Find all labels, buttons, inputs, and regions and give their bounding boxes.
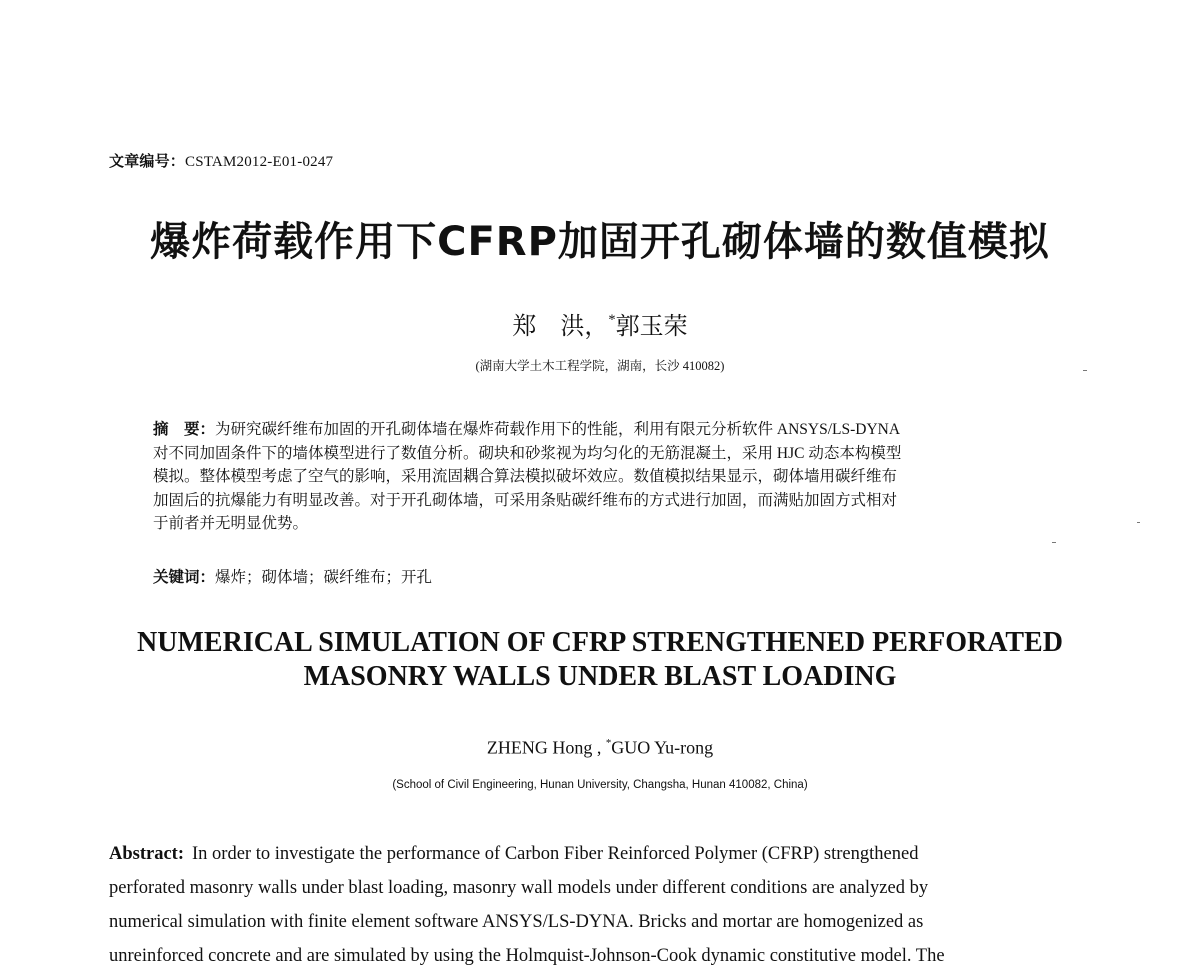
chinese-title: 爆炸荷载作用下CFRP加固开孔砌体墙的数值模拟 (150, 219, 1050, 265)
chinese-affiliation: (湖南大学土木工程学院，湖南，长沙 410082) (475, 359, 725, 373)
chinese-abstract-line: 对不同加固条件下的墙体模型进行了数值分析。砌块和砂浆视为均匀化的无筋混凝土，采用 HJC 动态本构模型 (153, 444, 902, 462)
english-abstract-line: perforated masonry walls under blast loading, masonry wall models under different conditions are analyzed by (109, 878, 929, 898)
english-abstract-text: In order to investigate the performance of Carbon Fiber Reinforced Polymer (CFRP) strengthened (192, 844, 919, 864)
english-title (0, 626, 1200, 694)
scan-mark (1083, 370, 1087, 371)
chinese-abstract-line: 加固后的抗爆能力有明显改善。对于开孔砌体墙，可采用条贴碳纤维布的方式进行加固，而满贴加固方式相对 (153, 491, 898, 509)
article-number-label: 文章编号： (109, 154, 186, 170)
english-abstract (109, 837, 1095, 973)
chinese-author-second: 郭玉荣 (615, 314, 688, 340)
chinese-authors (0, 306, 1200, 341)
chinese-keywords-list: 爆炸；砌体墙；碳纤维布；开孔 (215, 569, 433, 586)
chinese-abstract-line (153, 418, 1053, 442)
english-author-first: ZHENG Hong , (486, 737, 602, 758)
chinese-abstract-line: 模拟。整体模型考虑了空气的影响，采用流固耦合算法模拟破坏效应。数值模拟结果显示，砌体墙用碳纤维布 (153, 468, 898, 485)
english-title-line: NUMERICAL SIMULATION OF CFRP STRENGTHENED PERFORATED (137, 627, 1063, 658)
english-author-second: GUO Yu-rong (611, 737, 714, 758)
english-abstract-label: Abstract: (109, 844, 185, 864)
chinese-abstract-line: 于前者并无明显优势。 (153, 515, 309, 532)
chinese-corresponding-mark: * (608, 311, 616, 328)
english-abstract-line: numerical simulation with finite element software ANSYS/LS-DYNA. Bricks and mortar are homogenized as (109, 912, 924, 932)
english-abstract-line (109, 837, 1095, 871)
scan-mark (1052, 542, 1056, 543)
chinese-keywords-label: 关键词： (153, 569, 216, 586)
chinese-abstract-text: 为研究碳纤维布加固的开孔砌体墙在爆炸荷载作用下的性能，利用有限元分析软件 ANSYS/LS-DYNA (215, 421, 901, 438)
english-abstract-line: unreinforced concrete and are simulated by using the Holmquist-Johnson-Cook dynamic constitutive model. The (109, 946, 945, 966)
chinese-abstract (153, 418, 1053, 536)
english-title-line: MASONRY WALLS UNDER BLAST LOADING (303, 661, 897, 692)
scan-mark (1137, 522, 1140, 523)
chinese-keywords (153, 565, 432, 587)
article-number (109, 150, 333, 171)
english-corresponding-mark: * (605, 737, 612, 749)
chinese-author-first: 郑 洪， (512, 314, 609, 340)
article-number-value: CSTAM2012-E01-0247 (185, 154, 334, 170)
chinese-abstract-label: 摘 要： (153, 421, 216, 438)
english-authors (0, 737, 1200, 759)
english-affiliation: (School of Civil Engineering, Hunan University, Changsha, Hunan 410082, China) (392, 779, 808, 791)
